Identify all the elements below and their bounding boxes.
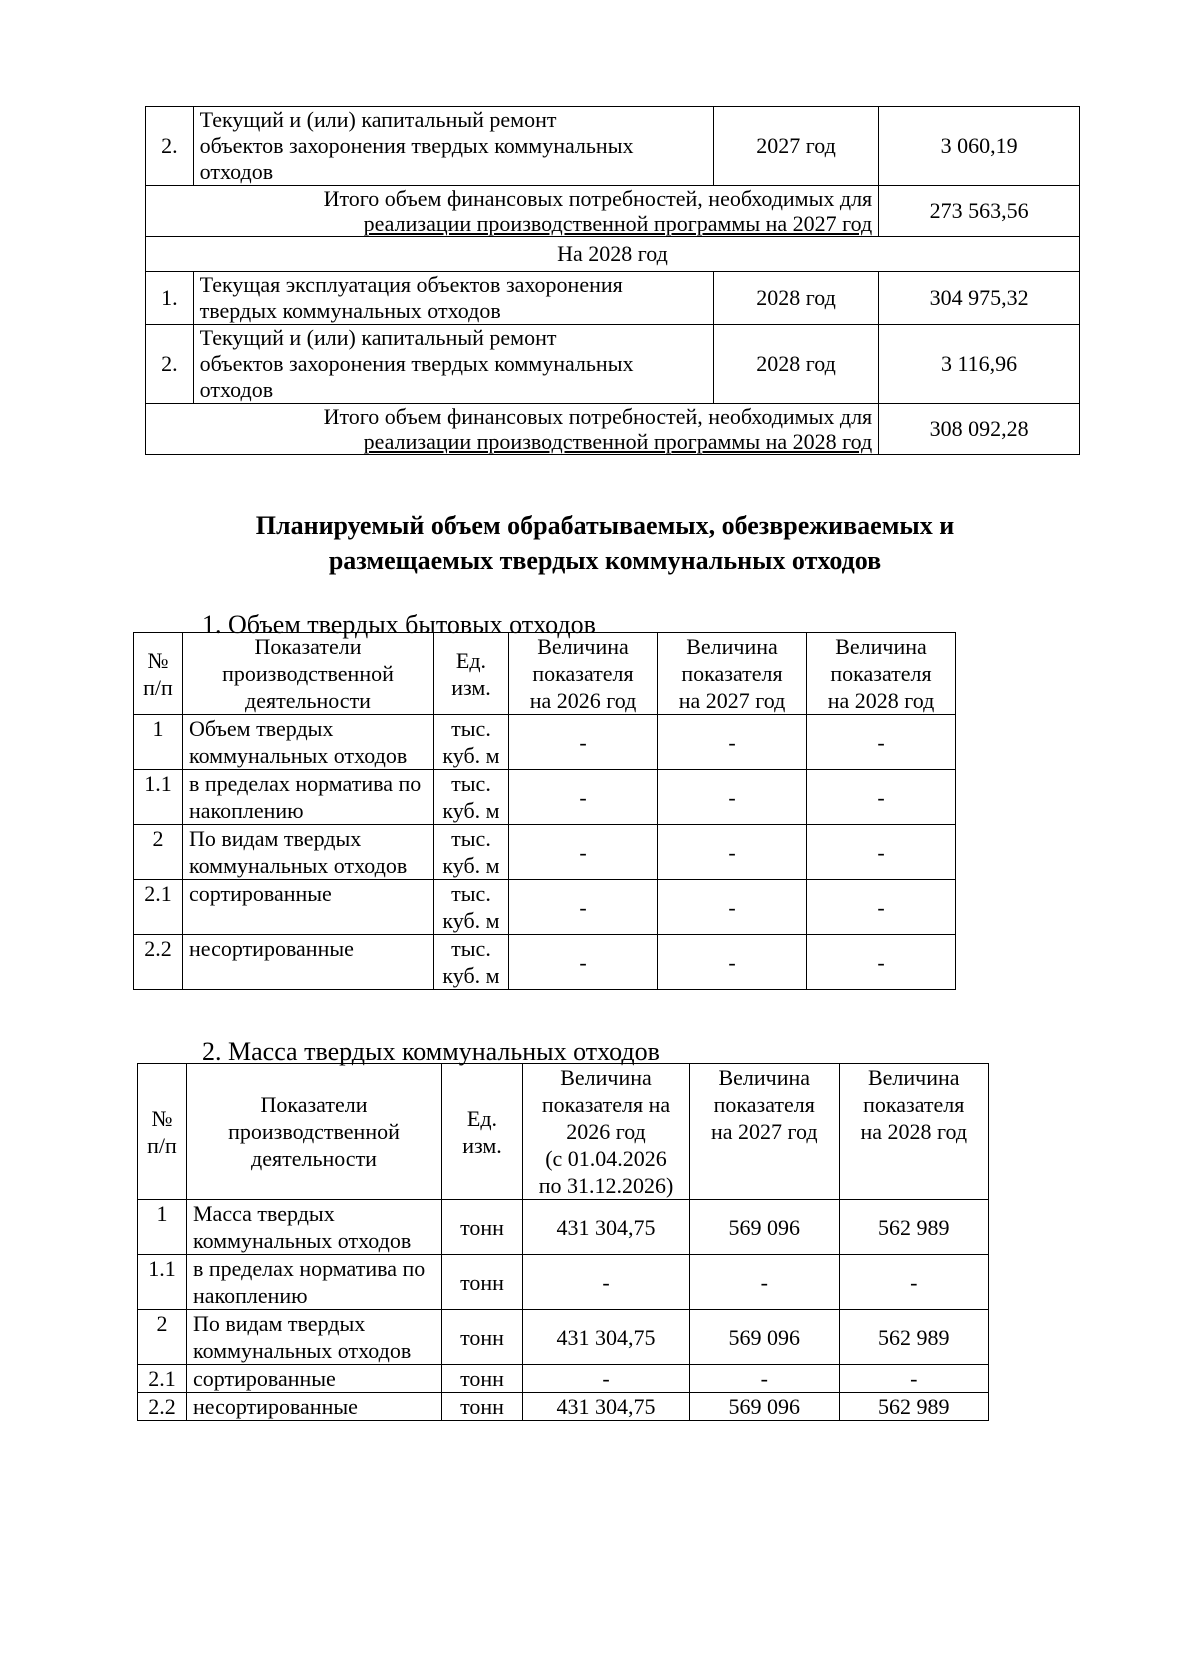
table-row bbox=[138, 1365, 989, 1393]
row-number: 2.1 bbox=[134, 880, 183, 935]
row-number: 2.2 bbox=[138, 1393, 187, 1421]
value-2026: - bbox=[523, 1255, 690, 1310]
row-name: несортированные bbox=[183, 935, 434, 990]
header-2028: Величина показателя на 2028 год bbox=[839, 1064, 989, 1200]
value-2026: - bbox=[509, 935, 658, 990]
row-name: Текущий и (или) капитальный ремонт объектов захоронения твердых коммунальных отходов bbox=[193, 325, 713, 404]
value-2027: 569 096 bbox=[690, 1200, 840, 1255]
row-unit: тыс. куб. м bbox=[434, 935, 509, 990]
value-2027: 569 096 bbox=[690, 1393, 840, 1421]
value-2028: - bbox=[807, 880, 956, 935]
header-2027: Величина показателя на 2027 год bbox=[658, 633, 807, 715]
row-name: сортированные bbox=[183, 880, 434, 935]
row-number: 2.1 bbox=[138, 1365, 187, 1393]
table-row bbox=[134, 770, 956, 825]
table-row bbox=[146, 107, 1080, 186]
section-heading: Планируемый объем обрабатываемых, обезвреживаемых и размещаемых твердых коммунальных отходов bbox=[255, 511, 955, 575]
header-unit: Ед. изм. bbox=[442, 1064, 523, 1200]
value-2028: - bbox=[807, 770, 956, 825]
row-number: 1 bbox=[134, 715, 183, 770]
value-2027: - bbox=[658, 880, 807, 935]
row-name: По видам твердых коммунальных отходов bbox=[187, 1310, 442, 1365]
value-2026: 431 304,75 bbox=[523, 1393, 690, 1421]
row-name: несортированные bbox=[187, 1393, 442, 1421]
row-number: 2 bbox=[138, 1310, 187, 1365]
row-value: 3 060,19 bbox=[879, 107, 1080, 186]
header-indicator: Показатели производственной деятельности bbox=[187, 1064, 442, 1200]
value-2026: - bbox=[523, 1365, 690, 1393]
value-2028: - bbox=[807, 715, 956, 770]
finance-table bbox=[145, 106, 1080, 455]
row-name: сортированные bbox=[187, 1365, 442, 1393]
table-row bbox=[134, 935, 956, 990]
header-unit: Ед. изм. bbox=[434, 633, 509, 715]
value-2028: - bbox=[839, 1365, 989, 1393]
total-value: 308 092,28 bbox=[879, 404, 1080, 455]
row-name: Текущая эксплуатация объектов захоронения твердых коммунальных отходов bbox=[193, 272, 713, 325]
value-2028: - bbox=[839, 1255, 989, 1310]
table-row bbox=[134, 715, 956, 770]
row-value: 3 116,96 bbox=[879, 325, 1080, 404]
header-2026: Величина показателя на 2026 год bbox=[509, 633, 658, 715]
header-2026: Величина показателя на 2026 год (с 01.04.2026 по 31.12.2026) bbox=[523, 1064, 690, 1200]
row-name: Масса твердых коммунальных отходов bbox=[187, 1200, 442, 1255]
row-year: 2028 год bbox=[713, 272, 878, 325]
row-number: 1 bbox=[138, 1200, 187, 1255]
value-2027: - bbox=[658, 825, 807, 880]
table-row bbox=[134, 880, 956, 935]
volume-table bbox=[133, 632, 956, 990]
row-unit: тыс. куб. м bbox=[434, 770, 509, 825]
row-number: 2. bbox=[146, 325, 194, 404]
row-number: 2. bbox=[146, 107, 194, 186]
row-number: 1.1 bbox=[134, 770, 183, 825]
row-year: 2027 год bbox=[713, 107, 878, 186]
header-num: № п/п bbox=[138, 1064, 187, 1200]
row-number: 2.2 bbox=[134, 935, 183, 990]
table-row bbox=[146, 325, 1080, 404]
value-2027: - bbox=[658, 935, 807, 990]
value-2026: - bbox=[509, 880, 658, 935]
row-name: Объем твердых коммунальных отходов bbox=[183, 715, 434, 770]
row-unit: тонн bbox=[442, 1200, 523, 1255]
row-unit: тонн bbox=[442, 1310, 523, 1365]
value-2026: 431 304,75 bbox=[523, 1310, 690, 1365]
row-name: Текущий и (или) капитальный ремонт объектов захоронения твердых коммунальных отходов bbox=[193, 107, 713, 186]
value-2028: 562 989 bbox=[839, 1310, 989, 1365]
row-unit: тыс. куб. м bbox=[434, 880, 509, 935]
row-name: в пределах норматива по накоплению bbox=[183, 770, 434, 825]
row-year: 2028 год bbox=[713, 325, 878, 404]
row-number: 1. bbox=[146, 272, 194, 325]
volume-caption: 1. Объем твердых бытовых отходов bbox=[202, 610, 596, 639]
row-unit: тонн bbox=[442, 1255, 523, 1310]
value-2027: - bbox=[658, 715, 807, 770]
value-2026: - bbox=[509, 715, 658, 770]
table-row bbox=[138, 1393, 989, 1421]
total-row bbox=[146, 404, 1080, 455]
total-row bbox=[146, 186, 1080, 237]
value-2026: - bbox=[509, 825, 658, 880]
mass-table bbox=[137, 1063, 989, 1421]
value-2026: 431 304,75 bbox=[523, 1200, 690, 1255]
value-2028: - bbox=[807, 935, 956, 990]
row-value: 304 975,32 bbox=[879, 272, 1080, 325]
table-row bbox=[134, 825, 956, 880]
mass-caption: 2. Масса твердых коммунальных отходов bbox=[202, 1037, 660, 1066]
value-2028: 562 989 bbox=[839, 1393, 989, 1421]
row-unit: тыс. куб. м bbox=[434, 825, 509, 880]
header-2028: Величина показателя на 2028 год bbox=[807, 633, 956, 715]
value-2026: - bbox=[509, 770, 658, 825]
row-unit: тыс. куб. м bbox=[434, 715, 509, 770]
value-2027: - bbox=[690, 1365, 840, 1393]
row-name: в пределах норматива по накоплению bbox=[187, 1255, 442, 1310]
header-row bbox=[134, 633, 956, 715]
section-title: На 2028 год bbox=[146, 237, 1080, 272]
row-unit: тонн bbox=[442, 1393, 523, 1421]
total-value: 273 563,56 bbox=[879, 186, 1080, 237]
table-row bbox=[138, 1200, 989, 1255]
section-row bbox=[146, 237, 1080, 272]
value-2028: - bbox=[807, 825, 956, 880]
row-name: По видам твердых коммунальных отходов bbox=[183, 825, 434, 880]
value-2028: 562 989 bbox=[839, 1200, 989, 1255]
value-2027: 569 096 bbox=[690, 1310, 840, 1365]
total-label: Итого объем финансовых потребностей, необходимых для реализации производственной программы на 2027 год bbox=[146, 186, 879, 237]
value-2027: - bbox=[690, 1255, 840, 1310]
value-2027: - bbox=[658, 770, 807, 825]
header-num: № п/п bbox=[134, 633, 183, 715]
row-unit: тонн bbox=[442, 1365, 523, 1393]
total-label: Итого объем финансовых потребностей, необходимых для реализации производственной программы на 2028 год bbox=[146, 404, 879, 455]
header-2027: Величина показателя на 2027 год bbox=[690, 1064, 840, 1200]
row-number: 2 bbox=[134, 825, 183, 880]
header-row bbox=[138, 1064, 989, 1200]
header-indicator: Показатели производственной деятельности bbox=[183, 633, 434, 715]
row-number: 1.1 bbox=[138, 1255, 187, 1310]
table-row bbox=[138, 1310, 989, 1365]
table-row bbox=[146, 272, 1080, 325]
table-row bbox=[138, 1255, 989, 1310]
